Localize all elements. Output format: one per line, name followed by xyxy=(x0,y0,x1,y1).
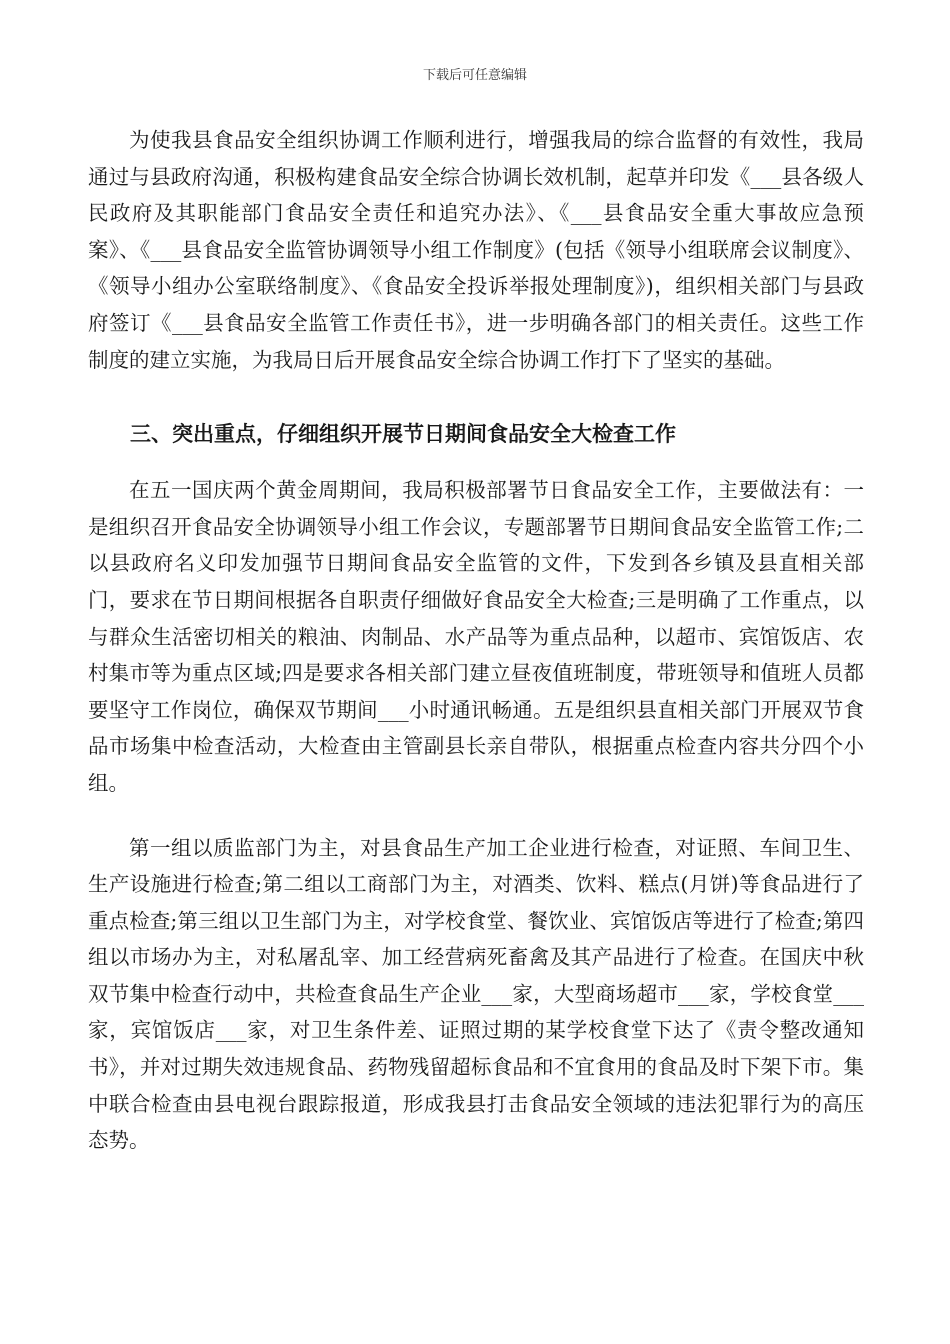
paragraph-inspection-groups: 第一组以质监部门为主，对县食品生产加工企业进行检查，对证照、车间卫生、生产设施进行检查;第二组以工商部门为主，对酒类、饮料、糕点(月饼)等食品进行了重点检查;第三组以卫生部门为主，对学校食堂、餐饮业、宾馆饭店等进行了检查;第四组以市场办为主，对私屠乱宰、加工经营病死畜禽及其产品进行了检查。在国庆中秋双节集中检查行动中，共检查食品生产企业___家，大型商场超市___家，学校食堂___家，宾馆饭店___家，对卫生条件差、证照过期的某学校食堂下达了《责令整改通知书》，并对过期失效违规食品、药物残留超标食品和不宜食用的食品及时下架下市。集中联合检查由县电视台跟踪报道，形成我县打击食品安全领域的违法犯罪行为的高压态势。 xyxy=(88,835,864,1153)
paragraph-coordination-mechanism: 为使我县食品安全组织协调工作顺利进行，增强我局的综合监督的有效性，我局通过与县政府沟通，积极构建食品安全综合协调长效机制，起草并印发《___县各级人民政府及其职能部门食品安全责任和追究办法》、《___县食品安全重大事故应急预案》、《___县食品安全监管协调领导小组工作制度》(包括《领导小组联席会议制度》、《领导小组办公室联络制度》、《食品安全投诉举报处理制度》)，组织相关部门与县政府签订《___县食品安全监管工作责任书》，进一步明确各部门的相关责任。这些工作制度的建立实施，为我局日后开展食品安全综合协调工作打下了坚实的基础。 xyxy=(88,128,864,372)
paragraph-holiday-measures: 在五一国庆两个黄金周期间，我局积极部署节日食品安全工作，主要做法有：一是组织召开食品安全协调领导小组工作会议，专题部署节日期间食品安全监管工作;二以县政府名义印发加强节日期间食品安全监管的文件，下发到各乡镇及县直相关部门，要求在节日期间根据各自职责仔细做好食品安全大检查;三是明确了工作重点，以与群众生活密切相关的粮油、肉制品、水产品等为重点品种，以超市、宾馆饭店、农村集市等为重点区域;四是要求各相关部门建立昼夜值班制度，带班领导和值班人员都要坚守工作岗位，确保双节期间___小时通讯畅通。五是组织县直相关部门开展双节食品市场集中检查活动，大检查由主管副县长亲自带队，根据重点检查内容共分四个小组。 xyxy=(88,478,864,795)
section-heading-holiday-inspection: 三、突出重点，仔细组织开展节日期间食品安全大检查工作 xyxy=(130,422,676,447)
document-body xyxy=(88,122,864,1159)
header-note: 下载后可任意编辑 xyxy=(422,68,527,83)
